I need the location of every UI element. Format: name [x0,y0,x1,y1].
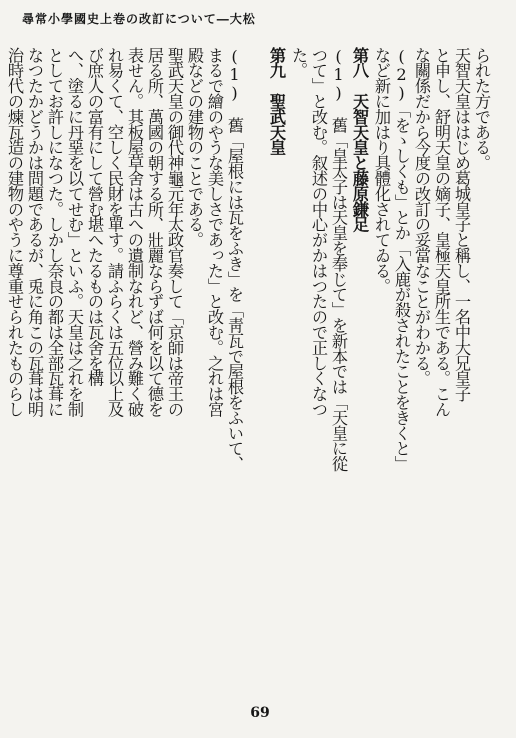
text-column: まるで繪のやうな美しさであった」と改む。之れは宮 [205,47,224,417]
text-column: れ易くて、空しく民財を單す。請ふらくは五位以上及 [105,47,124,417]
section-heading: 第九 聖武天皇 [267,47,286,155]
running-header: 尋常小學國史上卷の改訂について―大松 [22,12,256,26]
text-column: つて」と改む。叙述の中心がかはつたので正しくなつ [309,47,328,417]
text-column: 天智天皇ははじめ葛城皇子と稱し、一名中大兄皇子 [452,47,471,402]
text-column: と申し、舒明天皇の嫡子、皇極天皇所生である。こん [432,47,451,417]
text-column: た。 [289,47,308,78]
text-column: られた方である。 [472,47,491,171]
page-number: 69 [250,705,270,721]
section-heading: 第八 天智天皇と藤原鎌足 [350,47,369,232]
text-column: へ、塗るに丹堊を以てせむ」といふ。天皇は之れを制 [65,47,84,417]
text-column: など新に加はり具體化されてゐる。 [372,47,391,294]
text-column: 聖武天皇の御代神龜元年太政官奏して「京師は帝王の [165,47,184,417]
text-column: 治時代の煉瓦造の建物のやうに尊重せられたものらし [5,47,24,417]
text-column: 表せん。其板屋草舍は古への遺制なれど、營み難く破 [125,47,144,417]
text-column: 殿などの建物のことである。 [185,47,204,248]
text-column: なつたかどうかは問題であるが、兎に角この瓦葺は明 [25,47,44,417]
text-column: び庶人の富有にして營む堪へたるものは瓦舍を構 [85,47,104,386]
text-column: としてお許しになつた。しかし奈良の都は全部瓦葺に [45,47,64,417]
text-column: (1) 舊「屋根には瓦をふき」を「靑瓦で屋根をふいて、 [225,47,244,472]
text-column: (1) 舊「皇太子は天皇を奉じて」を新本では「天皇に從 [329,47,348,472]
text-column: (2)「をゝしくも」とか「入鹿が殺されたことをきくと」 [392,47,411,472]
text-column: な關係だから今度の改訂の妥當なことがわかる。 [412,47,431,386]
text-column: 居る所、萬國の朝する所、壯麗ならずば何を以て德を [145,47,164,417]
